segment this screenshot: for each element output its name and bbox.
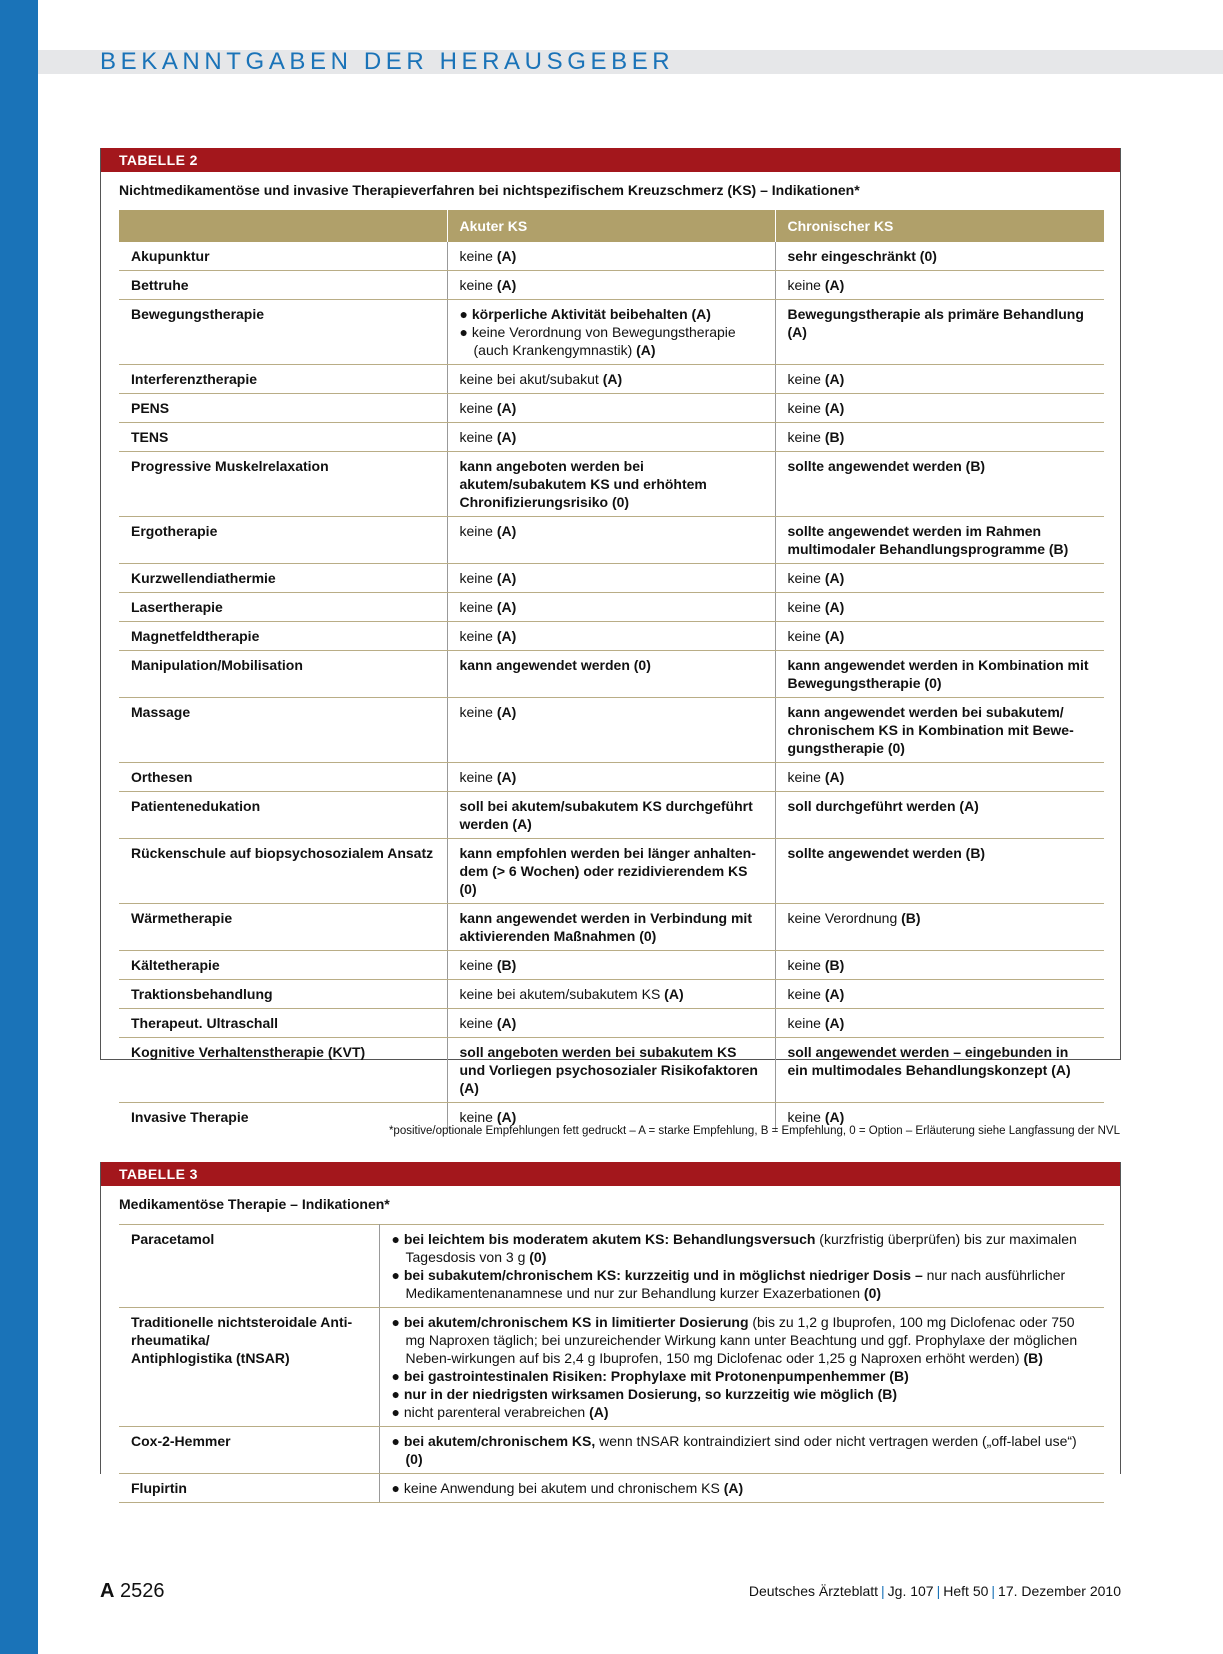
text-run: (A) xyxy=(664,986,684,1002)
text-run: (bis zu 1,2 g Ibuprofen, 100 mg Diclofenac oder 750 mg Naproxen täglich; bei unzureichender Wirkung kann unter Beachtung und ggf. Prophylaxe der möglichen Neben-wirkungen auf bis 2,4 g Ibuprofen, 150 mg Diclofenac oder 1,25 g Naproxen erhöht werden) xyxy=(405,1314,1078,1366)
acute-ks-cell xyxy=(447,593,775,622)
acute-ks-cell xyxy=(447,951,775,980)
table-row xyxy=(119,300,1104,365)
text-run: (A) xyxy=(496,599,517,615)
journal-date: 17. Dezember 2010 xyxy=(998,1583,1121,1599)
table2-col-header xyxy=(119,210,447,242)
text-run: ● xyxy=(459,306,472,322)
text-run: (A) xyxy=(496,248,517,264)
text-run: keine xyxy=(787,371,825,387)
table3-label: TABELLE 3 xyxy=(101,1162,1120,1186)
indication-cell xyxy=(379,1427,1104,1474)
acute-ks-cell xyxy=(447,980,775,1009)
text-run: keine xyxy=(459,704,497,720)
text-run: kann angewendet werden in Verbindung mit aktivierenden Maßnahmen (0) xyxy=(459,910,752,944)
chronic-ks-cell xyxy=(775,904,1104,951)
text-run: sollte angewendet werden im Rahmen multimodaler Behandlungsprogramme (B) xyxy=(787,523,1069,557)
text-run: körperliche Aktivität beibehalten (A) xyxy=(471,306,711,322)
chronic-ks-cell xyxy=(775,839,1104,904)
text-run: keine xyxy=(459,599,497,615)
bullet-line xyxy=(392,1230,1093,1266)
page-number xyxy=(100,1580,165,1603)
chronic-ks-cell xyxy=(775,593,1104,622)
table-row xyxy=(119,951,1104,980)
chronic-ks-cell xyxy=(775,951,1104,980)
text-run: soll angewendet werden – eingebunden in ein multimodales Behandlungskonzept (A) xyxy=(787,1044,1071,1078)
text-run: (A) xyxy=(824,371,845,387)
text-run: soll durchgeführt werden (A) xyxy=(787,798,979,814)
table-row xyxy=(119,763,1104,792)
text-run: bei leichtem bis moderatem akutem KS: Behandlungsversuch xyxy=(403,1231,816,1247)
text-run: nur nach ausführlicher Medikamentenanamnese und nur zur Behandlung kurzer Exazerbationen xyxy=(405,1267,1066,1301)
text-run: keine xyxy=(787,277,825,293)
chronic-ks-cell xyxy=(775,242,1104,271)
therapy-name: Kognitive Verhaltenstherapie (KVT) xyxy=(119,1038,447,1103)
acute-ks-cell xyxy=(447,271,775,300)
text-run: kann empfohlen werden bei länger anhalten-dem (> 6 Wochen) oder rezidivierendem KS (0) xyxy=(459,845,756,897)
acute-ks-cell xyxy=(447,698,775,763)
acute-ks-cell xyxy=(447,517,775,564)
therapy-name: Invasive Therapie xyxy=(119,1103,447,1132)
therapy-name: Therapeut. Ultraschall xyxy=(119,1009,447,1038)
text-run: (A) xyxy=(636,342,656,358)
therapy-name: Magnetfeldtherapie xyxy=(119,622,447,651)
drug-name: Paracetamol xyxy=(119,1225,379,1308)
chronic-ks-cell xyxy=(775,1038,1104,1103)
text-run: soll angeboten werden bei subakutem KS und Vorliegen psychosozialer Risikofaktoren (A) xyxy=(459,1044,758,1096)
bullet-line xyxy=(392,1313,1093,1367)
text-run: ● xyxy=(391,1368,404,1384)
text-run: (A) xyxy=(824,570,845,586)
text-run: (A) xyxy=(496,523,517,539)
table3-box xyxy=(100,1162,1121,1496)
chronic-ks-cell xyxy=(775,394,1104,423)
text-run: keine xyxy=(459,1109,497,1125)
table2-col-header: Akuter KS xyxy=(447,210,775,242)
text-run: kann angewendet werden bei subakutem/ chronischem KS in Kombination mit Bewe-gungstherapie (0) xyxy=(787,704,1074,756)
text-run: keine xyxy=(787,599,825,615)
therapy-name: Patientenedukation xyxy=(119,792,447,839)
therapy-name: Lasertherapie xyxy=(119,593,447,622)
text-run: (0) xyxy=(405,1451,423,1467)
table-row xyxy=(119,1009,1104,1038)
bullet-line xyxy=(392,1479,1093,1497)
acute-ks-cell xyxy=(447,423,775,452)
text-run: keine bei akutem/subakutem KS xyxy=(459,986,665,1002)
journal-volume: Jg. 107 xyxy=(887,1583,934,1599)
text-run: keine xyxy=(459,400,497,416)
text-run: (A) xyxy=(496,628,517,644)
text-run: nur in der niedrigsten wirksamen Dosierung, so kurzzeitig wie möglich (B) xyxy=(403,1386,898,1402)
indication-cell xyxy=(379,1308,1104,1427)
acute-ks-cell xyxy=(447,651,775,698)
table-row xyxy=(119,452,1104,517)
therapy-name: Traktionsbehandlung xyxy=(119,980,447,1009)
table-row xyxy=(119,904,1104,951)
text-run: keine xyxy=(787,957,825,973)
acute-ks-cell xyxy=(447,904,775,951)
text-run: bei akutem/chronischem KS in limitierter Dosierung xyxy=(403,1314,749,1330)
text-run: (B) xyxy=(824,429,845,445)
therapy-name: Kältetherapie xyxy=(119,951,447,980)
acute-ks-cell xyxy=(447,452,775,517)
text-run: sollte angewendet werden (B) xyxy=(787,458,986,474)
text-run: (A) xyxy=(496,769,517,785)
text-run: (B) xyxy=(901,910,921,926)
therapy-name: Progressive Muskelrelaxation xyxy=(119,452,447,517)
table2 xyxy=(119,210,1104,1131)
therapy-name: Kurzwellendiathermie xyxy=(119,564,447,593)
text-run: (A) xyxy=(824,400,845,416)
acute-ks-cell xyxy=(447,564,775,593)
table-row xyxy=(119,698,1104,763)
text-run: ● xyxy=(391,1314,404,1330)
text-run: ● xyxy=(391,1386,404,1402)
text-run: keine xyxy=(787,1015,825,1031)
text-run: keine Verordnung xyxy=(787,910,902,926)
text-run: ● nicht parenteral verabreichen xyxy=(391,1404,590,1420)
table-row xyxy=(119,1225,1104,1308)
therapy-name: PENS xyxy=(119,394,447,423)
text-run: kann angewendet werden (0) xyxy=(459,657,651,673)
text-run: (0) xyxy=(529,1249,547,1265)
text-run: sehr eingeschränkt (0) xyxy=(787,248,937,264)
bullet-line xyxy=(392,1432,1093,1468)
text-run: keine xyxy=(787,628,825,644)
therapy-name: Bewegungstherapie xyxy=(119,300,447,365)
table-row xyxy=(119,242,1104,271)
text-run: keine xyxy=(787,400,825,416)
therapy-name: Bettruhe xyxy=(119,271,447,300)
indication-cell xyxy=(379,1474,1104,1503)
journal-footer: Deutsches Ärzteblatt | Jg. 107 | Heft 50 | 17. Dezember 2010 xyxy=(748,1583,1121,1599)
text-run: (A) xyxy=(824,1109,845,1125)
text-run: sollte angewendet werden (B) xyxy=(787,845,986,861)
acute-ks-cell xyxy=(447,1009,775,1038)
journal-issue: Heft 50 xyxy=(943,1583,989,1599)
chronic-ks-cell xyxy=(775,564,1104,593)
text-run: (A) xyxy=(824,769,845,785)
text-run: (A) xyxy=(824,986,845,1002)
table-row xyxy=(119,1038,1104,1103)
bullet-line xyxy=(392,1385,1093,1403)
text-run: (A) xyxy=(496,1015,517,1031)
therapy-name: Ergotherapie xyxy=(119,517,447,564)
text-run: ● xyxy=(391,1433,404,1449)
text-run: (A) xyxy=(824,599,845,615)
page-number-value: 2526 xyxy=(120,1580,165,1602)
text-run: soll bei akutem/subakutem KS durchgeführt werden (A) xyxy=(459,798,753,832)
table-row xyxy=(119,423,1104,452)
table2-header-row xyxy=(119,210,1104,242)
text-run: (B) xyxy=(1023,1350,1043,1366)
acute-ks-cell xyxy=(447,394,775,423)
text-run: keine xyxy=(787,986,825,1002)
therapy-name: Orthesen xyxy=(119,763,447,792)
text-run: keine xyxy=(787,429,825,445)
text-run: keine xyxy=(459,957,497,973)
section-title: BEKANNTGABEN DER HERAUSGEBER xyxy=(100,48,675,75)
text-run: keine xyxy=(459,248,497,264)
text-run: (A) xyxy=(496,704,517,720)
page-letter: A xyxy=(100,1580,115,1602)
chronic-ks-cell xyxy=(775,423,1104,452)
text-run: (A) xyxy=(824,277,845,293)
text-run: bei akutem/chronischem KS, xyxy=(403,1433,596,1449)
table-row xyxy=(119,593,1104,622)
text-run: bei gastrointestinalen Risiken: Prophylaxe mit Protonenpumpenhemmer (B) xyxy=(403,1368,909,1384)
text-run: kann angeboten werden bei akutem/subakutem KS und erhöhtem Chronifizierungsrisiko (0) xyxy=(459,458,707,510)
text-run: keine xyxy=(459,769,497,785)
text-run: keine xyxy=(787,570,825,586)
text-run: keine xyxy=(459,628,497,644)
table-row xyxy=(119,517,1104,564)
table-row xyxy=(119,1474,1104,1503)
chronic-ks-cell xyxy=(775,271,1104,300)
table2-label: TABELLE 2 xyxy=(101,148,1120,172)
chronic-ks-cell xyxy=(775,698,1104,763)
text-run: (A) xyxy=(602,371,623,387)
text-run: keine xyxy=(787,769,825,785)
chronic-ks-cell xyxy=(775,365,1104,394)
text-run: keine xyxy=(787,1109,825,1125)
table2-title: Nichtmedikamentöse und invasive Therapieverfahren bei nichtspezifischem Kreuzschmerz (KS) – Indikationen* xyxy=(119,182,860,198)
table-row xyxy=(119,792,1104,839)
table-row xyxy=(119,651,1104,698)
drug-name: Cox-2-Hemmer xyxy=(119,1427,379,1474)
text-run: (A) xyxy=(723,1480,744,1496)
chronic-ks-cell xyxy=(775,792,1104,839)
text-run: (A) xyxy=(496,277,517,293)
therapy-name: Rückenschule auf biopsychosozialem Ansatz xyxy=(119,839,447,904)
text-run: keine xyxy=(459,277,497,293)
table2-col-header: Chronischer KS xyxy=(775,210,1104,242)
text-run: (0) xyxy=(863,1285,882,1301)
chronic-ks-cell xyxy=(775,622,1104,651)
journal-name: Deutsches Ärzteblatt xyxy=(748,1583,879,1599)
text-run: (A) xyxy=(496,1109,517,1125)
text-run: ● xyxy=(391,1231,404,1247)
text-run: keine xyxy=(459,1015,497,1031)
acute-ks-cell xyxy=(447,1038,775,1103)
chronic-ks-cell xyxy=(775,300,1104,365)
table-row xyxy=(119,839,1104,904)
text-run: keine xyxy=(459,523,497,539)
table-row xyxy=(119,365,1104,394)
therapy-name: Manipulation/Mobilisation xyxy=(119,651,447,698)
table3-title: Medikamentöse Therapie – Indikationen* xyxy=(119,1196,390,1212)
acute-ks-cell xyxy=(447,300,775,365)
acute-ks-cell xyxy=(447,622,775,651)
text-run: ● keine Anwendung bei akutem und chronischem KS xyxy=(391,1480,724,1496)
text-run: keine xyxy=(459,570,497,586)
acute-ks-cell xyxy=(447,839,775,904)
therapy-name: Akupunktur xyxy=(119,242,447,271)
acute-ks-cell xyxy=(447,365,775,394)
drug-name: Traditionelle nichtsteroidale Anti-rheumatika/ Antiphlogistika (tNSAR) xyxy=(119,1308,379,1427)
acute-ks-cell xyxy=(447,792,775,839)
text-run: (B) xyxy=(496,957,517,973)
table-row xyxy=(119,622,1104,651)
text-run: (A) xyxy=(589,1404,609,1420)
table3 xyxy=(119,1224,1104,1503)
table-row xyxy=(119,564,1104,593)
table-row xyxy=(119,980,1104,1009)
chronic-ks-cell xyxy=(775,452,1104,517)
bullet-line xyxy=(392,1403,1093,1421)
therapy-name: Massage xyxy=(119,698,447,763)
bullet-line xyxy=(392,1266,1093,1302)
therapy-name: TENS xyxy=(119,423,447,452)
chronic-ks-cell xyxy=(775,1009,1104,1038)
table-row xyxy=(119,1308,1104,1427)
text-run: (A) xyxy=(824,1015,845,1031)
therapy-name: Wärmetherapie xyxy=(119,904,447,951)
drug-name: Flupirtin xyxy=(119,1474,379,1503)
table2-footnote: *positive/optionale Empfehlungen fett gedruckt – A = starke Empfehlung, B = Empfehlung, 0 = Option – Erläuterung siehe Langfassung der NVL xyxy=(388,1125,1120,1137)
acute-ks-cell xyxy=(447,242,775,271)
acute-ks-cell xyxy=(447,763,775,792)
text-run: (A) xyxy=(496,429,517,445)
chronic-ks-cell xyxy=(775,651,1104,698)
table-row xyxy=(119,1427,1104,1474)
indication-cell xyxy=(379,1225,1104,1308)
text-run: (A) xyxy=(824,628,845,644)
text-run: ● xyxy=(391,1267,404,1283)
left-color-bar xyxy=(0,0,38,1654)
bullet-line xyxy=(460,323,763,359)
text-run: (kurzfristig überprüfen) bis zur maximalen Tagesdosis von 3 g xyxy=(405,1231,1077,1265)
text-run: Bewegungstherapie als primäre Behandlung (A) xyxy=(787,306,1084,340)
text-run: (A) xyxy=(496,400,517,416)
chronic-ks-cell xyxy=(775,517,1104,564)
bullet-line xyxy=(460,305,763,323)
text-run: wenn tNSAR kontraindiziert sind oder nicht vertragen werden („off-label use“) xyxy=(595,1433,1077,1449)
therapy-name: Interferenztherapie xyxy=(119,365,447,394)
bullet-line xyxy=(392,1367,1093,1385)
chronic-ks-cell xyxy=(775,980,1104,1009)
table-row xyxy=(119,394,1104,423)
text-run: ● keine Verordnung von Bewegungstherapie (auch Krankengymnastik) xyxy=(459,324,736,358)
table-row xyxy=(119,271,1104,300)
text-run: bei subakutem/chronischem KS: kurzzeitig und in möglichst niedriger Dosis – xyxy=(403,1267,923,1283)
chronic-ks-cell xyxy=(775,763,1104,792)
text-run: keine xyxy=(459,429,497,445)
text-run: (B) xyxy=(824,957,845,973)
text-run: kann angewendet werden in Kombination mit Bewegungstherapie (0) xyxy=(787,657,1089,691)
text-run: keine bei akut/subakut xyxy=(459,371,603,387)
text-run: (A) xyxy=(496,570,517,586)
table2-box xyxy=(100,148,1121,1125)
